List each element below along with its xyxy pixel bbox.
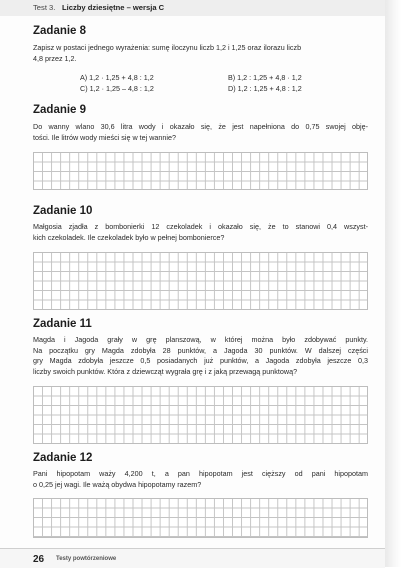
task-11-text (33, 335, 368, 377)
page-footer (0, 548, 385, 568)
task-9-line: Do wanny wlano 30,6 litra wody i okazało się, że jest napełniona do 0,75 swojej obję- (33, 122, 368, 131)
task-9-line: tości. Ile litrów wody mieści się w tej wannie? (33, 132, 177, 142)
task-11-answer-grid[interactable] (33, 386, 368, 444)
task-12-answer-grid[interactable] (33, 498, 368, 538)
page-edge-shadow (385, 0, 401, 567)
task-9-answer-grid[interactable] (33, 152, 368, 190)
page-header (0, 0, 385, 16)
task-8-option-a[interactable]: A) 1,2 · 1,25 + 4,8 : 1,2 (80, 73, 154, 82)
task-12-line: o 0,25 jej wagi. Ile ważą obydwa hipopotamy razem? (33, 479, 202, 489)
task-9-title: Zadanie 9 (33, 104, 87, 116)
book-title: Testy powtórzeniowe (56, 556, 117, 562)
task-12-text (33, 469, 368, 490)
task-8-title: Zadanie 8 (33, 25, 87, 37)
task-10-text (33, 222, 368, 243)
task-11-line: Magda i Jagoda grały w grę planszową, w której można było zdobywać punkty. (33, 335, 368, 344)
task-8-option-b[interactable]: B) 1,2 : 1,25 + 4,8 · 1,2 (228, 73, 302, 82)
task-9-text (33, 122, 368, 143)
task-8-text (33, 43, 368, 64)
task-11-title: Zadanie 11 (33, 318, 92, 330)
task-10-answer-grid[interactable] (33, 252, 368, 310)
task-8-option-c[interactable]: C) 1,2 · 1,25 – 4,8 : 1,2 (80, 84, 154, 93)
task-8-line: Zapisz w postaci jednego wyrażenia: sumę iloczynu liczb 1,2 i 1,25 oraz ilorazu liczb (33, 43, 302, 52)
test-title: Liczby dziesiętne – wersja C (62, 3, 165, 12)
task-10-title: Zadanie 10 (33, 205, 93, 217)
task-12-title: Zadanie 12 (33, 452, 93, 464)
task-10-line: Małgosia zjadła z bombonierki 12 czekoladek i okazało się, że to stanowi 0,4 wszyst- (33, 222, 368, 231)
test-number: Test 3. (33, 3, 56, 12)
task-11-line: liczby swoich punktów. Która z dziewcząt wygrała grę i z jaką przewagą punktową? (33, 366, 298, 376)
page-number: 26 (33, 554, 45, 565)
task-11-line: gry Magda zdobyła jeszcze 0,5 posiadanych już punktów, a Jagoda zdobyła jeszcze 0,3 (33, 356, 368, 366)
task-8-option-d[interactable]: D) 1,2 : 1,25 + 4,8 : 1,2 (228, 84, 302, 93)
task-8-line: 4,8 przez 1,2. (33, 53, 77, 63)
task-11-line: Na początku gry Magda zdobyła 28 punktów, a Jagoda 30 punktów. W dalszej części (33, 345, 368, 355)
task-12-line: Pani hipopotam waży 4,200 t, a pan hipopotam jest cięższy od pani hipopotam (33, 469, 368, 478)
task-10-line: kich czekoladek. Ile czekoladek było w pełnej bombonierce? (33, 232, 225, 242)
